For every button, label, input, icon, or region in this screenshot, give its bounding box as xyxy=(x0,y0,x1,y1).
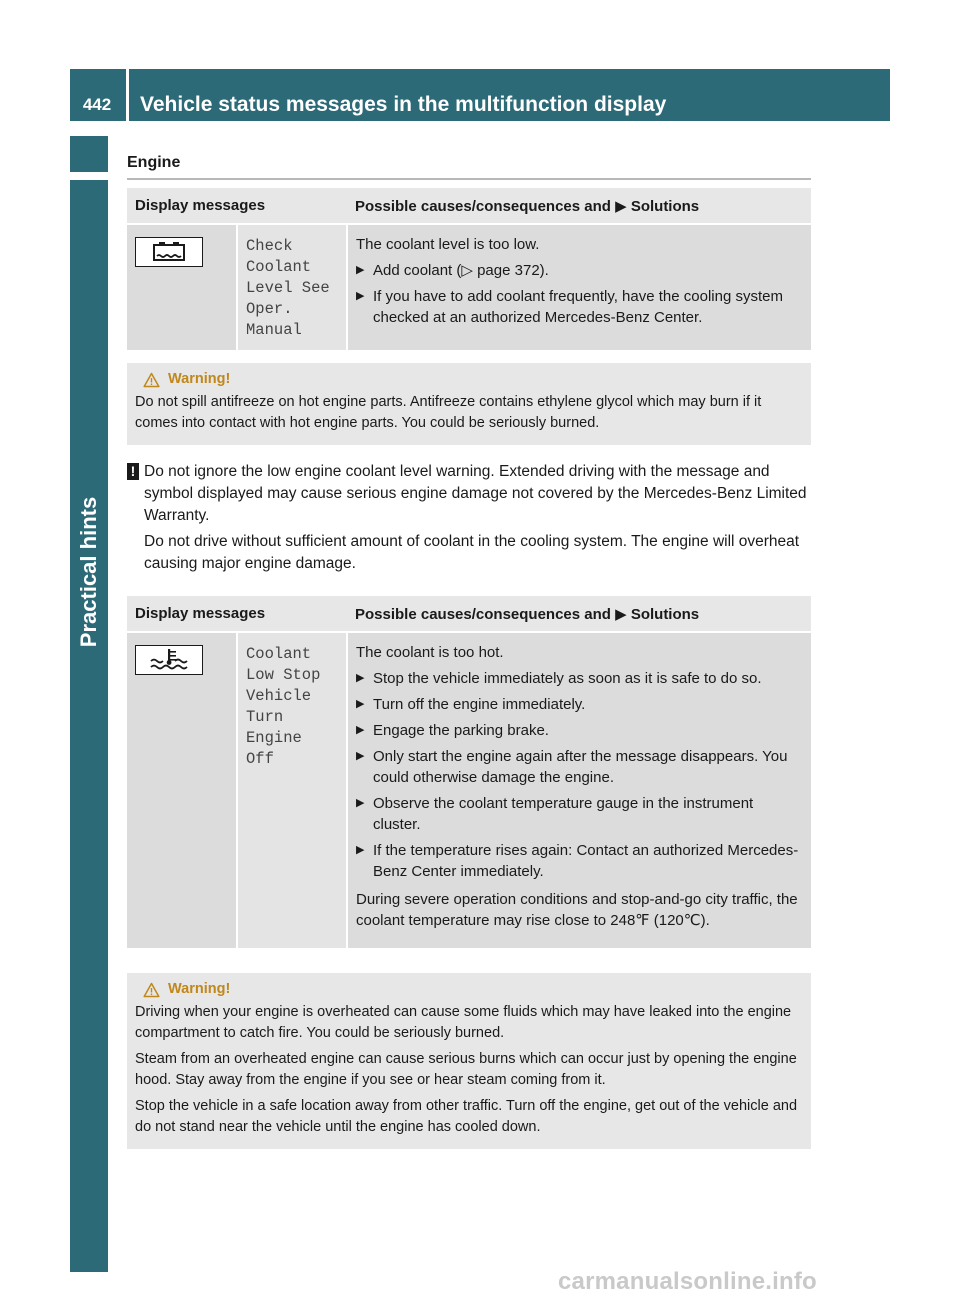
warning-paragraph: Stop the vehicle in a safe location away from other traffic. Turn off the engine, get out of the vehicle and do not stand near the vehicle until the engine has cooled down. xyxy=(135,1098,798,1135)
solution-step: ▶ Add coolant (▷ page 372). xyxy=(356,260,803,281)
warning-paragraph: Do not spill antifreeze on hot engine parts. Antifreeze contains ethylene glycol which may burn if it comes into contact with hot engine parts. You could be seriously burned. xyxy=(135,394,762,431)
warning-title xyxy=(143,979,803,1000)
watermark: carmanualsonline.info xyxy=(558,1268,817,1295)
section-title: Engine xyxy=(127,154,181,171)
solution-step: ▶ If the temperature rises again: Contact an authorized Mercedes-Benz Center immediately. xyxy=(356,840,803,882)
coolant-level-icon xyxy=(135,237,203,267)
note-paragraph xyxy=(127,461,817,527)
display-messages-table-2 xyxy=(127,596,811,948)
warning-paragraph: Driving when your engine is overheated can cause some fluids which may have leaked into the engine compartment to catch fire. You could be seriously burned. xyxy=(135,1004,792,1041)
col-header-display-messages: Display messages xyxy=(127,188,347,224)
warning-triangle-icon xyxy=(143,372,160,388)
solution-step: ▶ Observe the coolant temperature gauge in the instrument cluster. xyxy=(356,793,803,835)
display-message-cell xyxy=(237,224,347,350)
solutions-cell xyxy=(347,632,811,948)
side-block xyxy=(70,136,108,172)
notice-icon: ! xyxy=(127,463,139,480)
solutions-cell xyxy=(347,224,811,350)
display-message-text: Coolant Low Stop Vehicle Turn Engine Off xyxy=(246,645,321,768)
solution-step: ▶ Stop the vehicle immediately as soon as it is safe to do so. xyxy=(356,668,803,689)
icon-cell xyxy=(127,632,237,948)
operation-conditions-text: During severe operation conditions and stop-and-go city traffic, the coolant temperature may rise close to 248℉ (120℃). xyxy=(356,891,798,929)
icon-cell xyxy=(127,224,237,350)
side-tab xyxy=(70,180,108,1272)
warning-paragraph: Steam from an overheated engine can cause serious burns which can occur just by opening the engine hood. Stay away from the engine if you see or hear steam coming from it. xyxy=(135,1051,797,1088)
note-paragraph-text: Do not ignore the low engine coolant level warning. Extended driving with the message and symbol displayed may cause serious engine damage not covered by the Mercedes-Benz Limited Warranty. xyxy=(144,463,807,524)
header-divider xyxy=(126,69,129,121)
table-header-row xyxy=(127,596,811,632)
page-number: 442 xyxy=(82,95,112,114)
warning-box-1 xyxy=(127,363,811,445)
warning-title-text: Warning! xyxy=(168,371,231,387)
section-divider xyxy=(127,178,811,180)
page-title: Vehicle status messages in the multifunction display xyxy=(140,93,667,116)
side-tab-label-wrap xyxy=(70,472,108,672)
solution-step: ▶ Only start the engine again after the message disappears. You could otherwise damage the engine. xyxy=(356,746,803,788)
cause-text: The coolant level is too low. xyxy=(356,236,540,253)
warning-title xyxy=(143,369,803,390)
col-header-solutions: Possible causes/consequences and ▶ Solutions xyxy=(347,596,811,632)
warning-box-2 xyxy=(127,973,811,1149)
col-header-display-messages: Display messages xyxy=(127,596,347,632)
solution-step: ▶ If you have to add coolant frequently, have the cooling system checked at an authorized Mercedes-Benz Center. xyxy=(356,286,803,328)
note-paragraph: Do not drive without sufficient amount of coolant in the cooling system. The engine will overheat causing major engine damage. xyxy=(144,533,800,572)
col-header-solutions: Possible causes/consequences and ▶ Solutions xyxy=(347,188,811,224)
table-header-row xyxy=(127,188,811,224)
side-tab-label: Practical hints xyxy=(76,496,101,648)
note-block xyxy=(127,461,817,579)
display-messages-table-1 xyxy=(127,188,811,350)
warning-title-text: Warning! xyxy=(168,981,231,997)
display-message-text: Check Coolant Level See Oper. Manual xyxy=(246,237,330,339)
cause-text: The coolant is too hot. xyxy=(356,644,504,661)
solution-step: ▶ Engage the parking brake. xyxy=(356,720,803,741)
coolant-temperature-icon xyxy=(135,645,203,675)
table-row xyxy=(127,632,811,948)
display-message-cell xyxy=(237,632,347,948)
warning-triangle-icon xyxy=(143,982,160,998)
table-row xyxy=(127,224,811,350)
solution-step: ▶ Turn off the engine immediately. xyxy=(356,694,803,715)
